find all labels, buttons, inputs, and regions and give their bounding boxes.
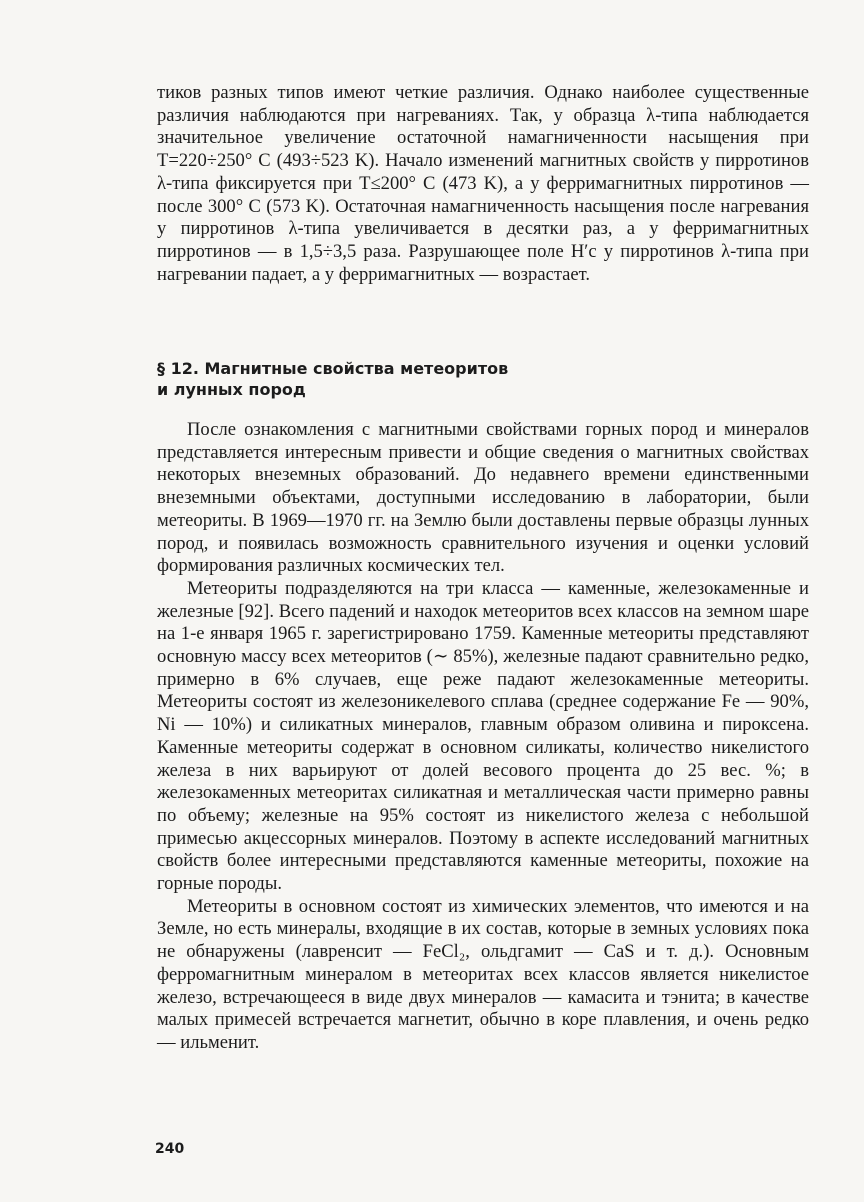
paragraph: Метеориты подразделяются на три класса — каменные, железокаменные и железные [92]. Всего падений и находок метеоритов всех классов на земном шаре на 1-е января 1965 г. зарегистрировано 1759. Каменные метеориты представляют основную массу всех метеоритов (∼ 85%), железные падают сравнительно редко, примерно в 6% случаев, еще реже падают железокаменные метеориты. Метеориты состоят из железоникелевого сплава (среднее содержание Fe — 90%, Ni — 10%) и силикатных минералов, главным образом оливина и пироксена. Каменные метеориты содержат в основном силикаты, количество никелистого железа в них варьируют от долей весового процента до 25 вес. %; в железокаменных метеоритах силикатная и металлическая части примерно равны по объему; железные на 95% состоят из никелистого железа с небольшой примесью акцессорных минералов. Поэтому в аспекте исследований магнитных свойств более интересными представляются каменные метеориты, похожие на горные породы. bbox=[157, 577, 809, 895]
section-heading-line2: и лунных пород bbox=[157, 380, 306, 399]
section-heading-line1: § 12. Магнитные свойства метеоритов bbox=[157, 359, 509, 378]
paragraph: Метеориты в основном состоят из химических элементов, что имеются и на Земле, но есть минералы, входящие в их состав, которые в земных условиях пока не обнаружены (лавренсит — FeCl₂, ольдгамит — CaS и т. д.). Основным ферромагнитным минералом в метеоритах всех классов является никелистое железо, встречающееся в виде двух минералов — камасита и тэнита; в качестве малых примесей встречается магнетит, обычно в коре плавления, и очень редко — ильменит. bbox=[157, 895, 809, 1053]
paragraph: После ознакомления с магнитными свойствами горных пород и минералов представляется интересным привести и общие сведения о магнитных свойствах некоторых внеземных образований. До недавнего времени единственными внеземными объектами, доступными исследованию в лаборатории, были метеориты. В 1969—1970 гг. на Землю были доставлены первые образцы лунных пород, и появилась возможность сравнительного изучения и оценки условий формирования различных космических тел. bbox=[157, 419, 809, 577]
body-text-block bbox=[157, 419, 809, 1055]
page-number: 240 bbox=[155, 1141, 185, 1157]
top-paragraph-block bbox=[157, 82, 809, 286]
section-heading bbox=[157, 358, 657, 400]
paragraph: тиков разных типов имеют четкие различия. Однако наиболее существенные различия наблюдаются при нагреваниях. Так, у образца λ-типа наблюдается значительное увеличение остаточной намагниченности насыщения при T=220÷250° C (493÷523 K). Начало изменений магнитных свойств у пирротинов λ-типа фиксируется при T≤200° C (473 K), а у ферримагнитных пирротинов — после 300° C (573 K). Остаточная намагниченность насыщения после нагревания у пирротинов λ-типа увеличивается в десятки раз, а у ферримагнитных пирротинов — в 1,5÷3,5 раза. Разрушающее поле H′c у пирротинов λ-типа при нагревании падает, а у ферримагнитных — возрастает. bbox=[157, 82, 809, 285]
